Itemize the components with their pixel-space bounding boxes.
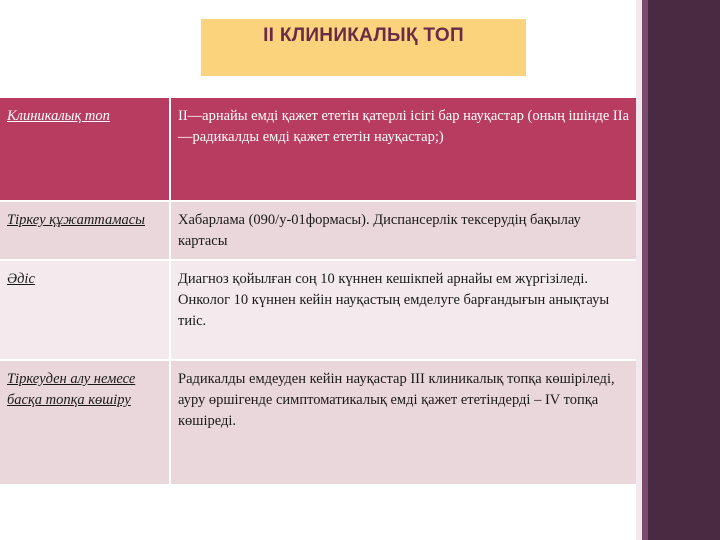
title-banner <box>201 19 526 76</box>
table-key-cell <box>0 202 169 261</box>
table-row <box>0 98 637 200</box>
column-divider <box>169 98 171 482</box>
table-value-cell <box>171 261 637 361</box>
table-row <box>0 200 637 261</box>
side-panel-stripe <box>642 0 648 540</box>
info-table <box>0 98 637 482</box>
row-value: ІІ—арнайы емді қажет ететін қатерлі ісігі бар науқастар (оның ішінде ІІа—радикалды емді қажет ететін науқастар;) <box>178 108 630 145</box>
row-key: Тіркеу құжаттамасы <box>7 212 145 228</box>
row-value: Радикалды емдеуден кейін науқастар ІІІ клиникалық топқа көшіріледі, ауру өршігенде симптоматикалық емді қажет ететіндерді – IV топқа көшіреді. <box>178 371 615 429</box>
row-value: Диагноз қойылған соң 10 күннен кешікпей арнайы ем жүргізіледі. Онколог 10 күннен кейін науқастың емделуге барғандығын анықтауы тиіс. <box>178 271 610 329</box>
table-value-cell <box>171 98 637 200</box>
table-value-cell <box>171 202 637 261</box>
row-key: Әдіс <box>7 271 35 287</box>
side-panel <box>642 0 720 540</box>
page-title: II КЛИНИКАЛЫҚ ТОП <box>263 25 464 46</box>
row-key: Тіркеуден алу немесе басқа топқа көшіру <box>7 371 136 408</box>
table-key-cell <box>0 361 169 484</box>
row-value: Хабарлама (090/у-01формасы). Диспансерлік тексерудің бақылау картасы <box>178 212 581 249</box>
row-key: Клиникалық топ <box>7 108 110 124</box>
table-key-cell <box>0 261 169 361</box>
table-row <box>0 359 637 484</box>
table-key-cell <box>0 98 169 200</box>
table-row <box>0 259 637 361</box>
table-value-cell <box>171 361 637 484</box>
